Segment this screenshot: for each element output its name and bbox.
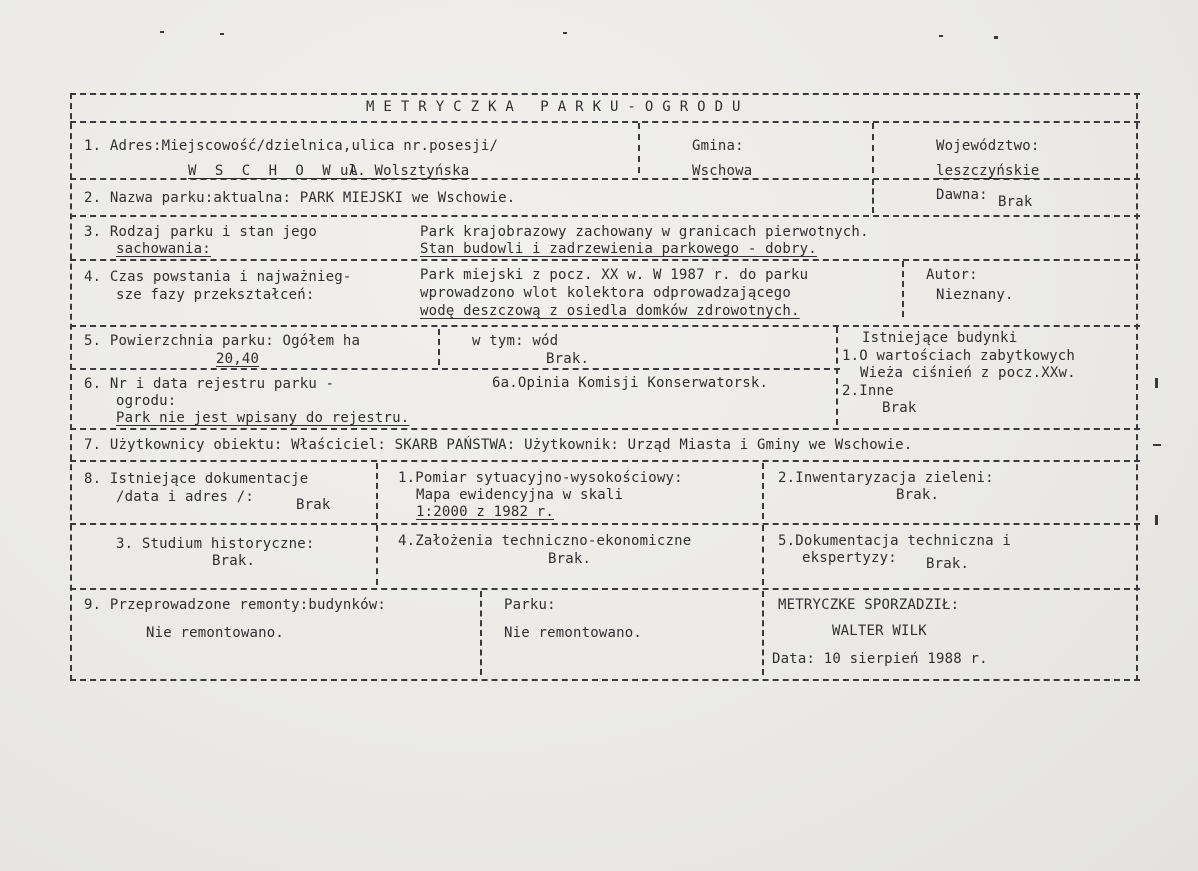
- renovations-buildings: Nie remontowano.: [146, 625, 285, 641]
- rule: [70, 325, 1140, 327]
- divider: [376, 525, 378, 585]
- history-text-3: wodę deszczową z osiedla domków zdrowotnych.: [420, 303, 800, 319]
- rule-top: [70, 93, 1140, 95]
- docs-label-value: Brak: [296, 497, 331, 513]
- divider: [762, 463, 764, 519]
- rule: [70, 215, 1140, 217]
- tech-docs-label: 5.Dokumentacja techniczna i: [778, 533, 1011, 549]
- rule: [70, 588, 1140, 590]
- water-label: w tym: wód: [472, 333, 559, 349]
- divider: [872, 179, 874, 213]
- border-left: [70, 93, 72, 681]
- renovations-park-label: Parku:: [504, 597, 556, 613]
- gmina-value: Wschowa: [692, 163, 753, 179]
- divider: [480, 591, 482, 675]
- buildings-tower: Wieża ciśnień z pocz.XXw.: [860, 365, 1076, 381]
- history-study-label: 3. Studium historyczne:: [116, 536, 315, 552]
- history-text-1: Park miejski z pocz. XX w. W 1987 r. do parku: [420, 267, 809, 283]
- document-title: METRYCZKA PARKU-OGRODU: [366, 99, 750, 115]
- area-label: 5. Powierzchnia parku: Ogółem ha: [84, 333, 361, 349]
- wojewodztwo-label: Województwo:: [936, 138, 1040, 154]
- divider: [762, 525, 764, 585]
- margin-mark: [1153, 444, 1161, 446]
- metryczka-table: [70, 93, 1140, 683]
- history-label: 4. Czas powstania i najważnieg-: [84, 269, 352, 285]
- tech-docs-label-2: ekspertyzy:: [802, 550, 897, 566]
- wojewodztwo-value: leszczyńskie: [936, 163, 1040, 179]
- prepared-by-label: METRYCZKE SPORZADZIŁ:: [778, 597, 960, 613]
- divider: [638, 123, 640, 173]
- margin-mark: [1155, 515, 1158, 525]
- renovations-park-value: Nie remontowano.: [504, 625, 643, 641]
- dawna-label: Dawna:: [936, 187, 988, 203]
- tech-econ-label: 4.Założenia techniczno-ekonomiczne: [398, 533, 692, 549]
- stray-mark: [994, 36, 998, 39]
- history-study-value: Brak.: [212, 553, 256, 569]
- rule: [70, 259, 1140, 261]
- greenery-value: Brak.: [896, 487, 940, 503]
- stray-mark: [220, 33, 224, 35]
- divider: [376, 463, 378, 519]
- divider: [438, 329, 440, 365]
- users-line: 7. Użytkownicy obiektu: Właściciel: SKARB PAŃSTWA: Użytkownik: Urząd Miasta i Gminy we Wschowie.: [84, 437, 913, 453]
- divider: [902, 261, 904, 317]
- gmina-label: Gmina:: [692, 138, 744, 154]
- tech-docs-value: Brak.: [926, 556, 970, 572]
- rule: [70, 121, 1140, 123]
- divider: [872, 123, 874, 173]
- address-label: 1. Adres:Miejscowość/dzielnica,ulica nr.posesji/: [84, 138, 499, 154]
- buildings-historic: 1.O wartościach zabytkowych: [842, 348, 1075, 364]
- stray-mark: [563, 32, 567, 34]
- history-label-2: sze fazy przekształceń:: [116, 287, 315, 303]
- autor-value: Nieznany.: [936, 287, 1014, 303]
- dawna-value: Brak: [998, 194, 1033, 210]
- park-type-label: 3. Rodzaj parku i stan jego: [84, 224, 317, 240]
- survey-map: Mapa ewidencyjna w skali: [416, 487, 624, 503]
- autor-label: Autor:: [926, 267, 978, 283]
- buildings-other-label: 2.Inne: [842, 383, 894, 399]
- docs-label: 8. Istniejące dokumentacje: [84, 471, 309, 487]
- park-name: 2. Nazwa parku:aktualna: PARK MIEJSKI we Wschowie.: [84, 190, 516, 206]
- prepared-date: Data: 10 sierpień 1988 r.: [772, 651, 988, 667]
- renovations-label: 9. Przeprowadzone remonty:budynków:: [84, 597, 387, 613]
- buildings-label: Istniejące budynki: [862, 330, 1018, 346]
- rule: [70, 460, 1140, 462]
- survey-scale: 1:2000 z 1982 r.: [416, 504, 555, 520]
- rule: [70, 368, 840, 370]
- tech-econ-value: Brak.: [548, 551, 592, 567]
- park-type-text: Park krajobrazowy zachowany w granicach pierwotnych.: [420, 224, 869, 240]
- address-city: W S C H O W A: [188, 163, 363, 179]
- buildings-other-value: Brak: [882, 400, 917, 416]
- rule: [70, 523, 1140, 525]
- park-type-label-2: sachowania:: [116, 241, 211, 257]
- divider: [836, 327, 838, 425]
- register-value: Park nie jest wpisany do rejestru.: [116, 410, 410, 426]
- divider: [762, 591, 764, 675]
- register-label: 6. Nr i data rejestru parku -: [84, 376, 335, 392]
- commission-opinion: 6a.Opinia Komisji Konserwatorsk.: [492, 375, 769, 391]
- survey-label: 1.Pomiar sytuacyjno-wysokościowy:: [398, 470, 683, 486]
- greenery-label: 2.Inwentaryzacja zieleni:: [778, 470, 994, 486]
- rule: [70, 428, 1140, 430]
- prepared-by-name: WALTER WILK: [832, 623, 927, 639]
- margin-mark: [1155, 378, 1158, 388]
- area-value: 20,40: [216, 351, 260, 367]
- stray-mark: [160, 31, 164, 33]
- history-text-2: wprowadzono wlot kolektora odprowadzającego: [420, 285, 792, 301]
- docs-label-2: /data i adres /:: [116, 489, 255, 505]
- water-value: Brak.: [546, 351, 590, 367]
- register-label-2: ogrodu:: [116, 393, 177, 409]
- address-street: ul. Wolsztyńska: [340, 163, 470, 179]
- border-right: [1136, 93, 1138, 681]
- stray-mark: [939, 35, 943, 37]
- park-state-text: Stan budowli i zadrzewienia parkowego - dobry.: [420, 241, 817, 257]
- rule-bottom: [70, 679, 1140, 681]
